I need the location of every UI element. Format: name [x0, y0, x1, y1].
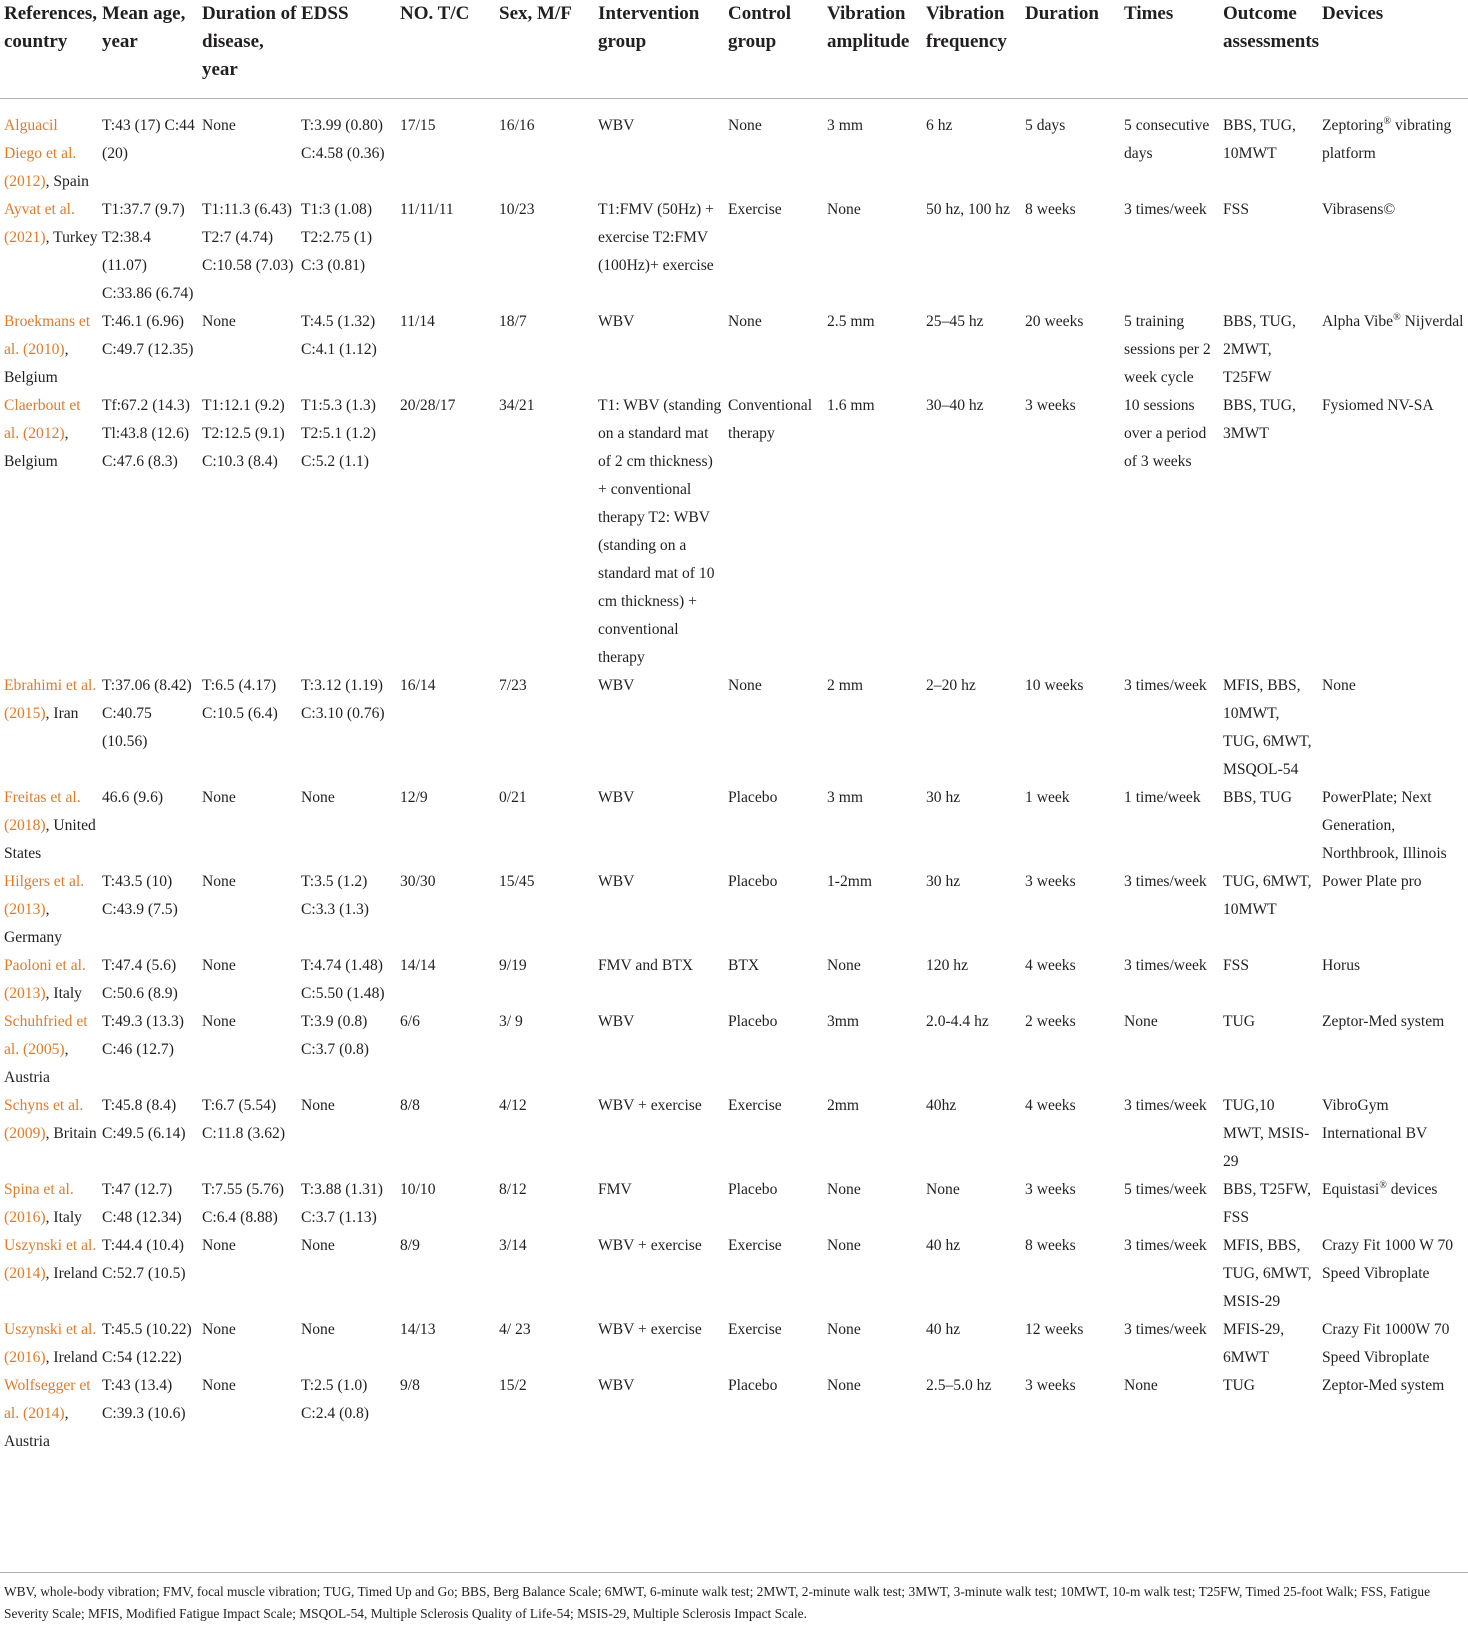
cell-age: T:44.4 (10.4) C:52.7 (10.5) — [102, 1237, 186, 1282]
cell-edss: None — [301, 789, 335, 806]
cell-sex: 10/23 — [499, 201, 535, 218]
cell-reference — [0, 952, 98, 1008]
cell-outcome: BBS, TUG, 3MWT — [1223, 397, 1296, 442]
reference-link[interactable]: Alguacil Diego et al. (2012) — [4, 117, 77, 190]
cell-times: 3 times/week — [1124, 1097, 1207, 1114]
cell-amplitude: 3 mm — [827, 789, 863, 806]
cell-disease: None — [202, 1013, 236, 1030]
cell-outcome: FSS — [1223, 957, 1250, 974]
reference-country: , Austria — [4, 1405, 69, 1450]
col-header-control: Control group — [724, 0, 823, 99]
cell-frequency: 6 hz — [926, 117, 953, 134]
cell-frequency: None — [926, 1181, 960, 1198]
cell-devices: PowerPlate; Next Generation, Northbrook, Illinois — [1322, 789, 1447, 862]
cell-control: Conventional therapy — [728, 397, 813, 442]
cell-duration: 8 weeks — [1025, 1237, 1076, 1254]
cell-outcome: MFIS, BBS, 10MWT, TUG, 6MWT, MSQOL-54 — [1223, 677, 1312, 778]
cell-disease: T:6.7 (5.54) C:11.8 (3.62) — [202, 1097, 286, 1142]
cell-reference — [0, 1372, 98, 1456]
table-row — [0, 868, 1468, 952]
cell-outcome: FSS — [1223, 201, 1250, 218]
cell-age: T:47.4 (5.6) C:50.6 (8.9) — [102, 957, 178, 1002]
cell-frequency: 2.5–5.0 hz — [926, 1377, 992, 1394]
cell-amplitude: None — [827, 1377, 861, 1394]
cell-amplitude: None — [827, 201, 861, 218]
reference-country: , Austria — [4, 1041, 69, 1086]
reference-country: , Italy — [45, 1209, 82, 1226]
cell-age: 46.6 (9.6) — [102, 789, 164, 806]
reference-link[interactable]: Freitas et al. (2018) — [4, 789, 81, 834]
table-row — [0, 1232, 1468, 1316]
cell-control: None — [728, 313, 762, 330]
cell-amplitude: None — [827, 1237, 861, 1254]
reference-country: , Iran — [45, 705, 79, 722]
cell-edss: T:2.5 (1.0) C:2.4 (0.8) — [301, 1377, 370, 1422]
col-header-outcome: Outcome assessments — [1219, 0, 1318, 99]
cell-devices: Alpha Vibe® Nijverdal — [1322, 311, 1464, 330]
cell-no: 11/11/11 — [400, 201, 454, 218]
cell-edss: T:4.5 (1.32) C:4.1 (1.12) — [301, 313, 377, 358]
cell-frequency: 30–40 hz — [926, 397, 984, 414]
cell-control: Exercise — [728, 1321, 782, 1338]
cell-sex: 34/21 — [499, 397, 535, 414]
cell-outcome: BBS, T25FW, FSS — [1223, 1181, 1311, 1226]
reference-link[interactable]: Uszynski et al. (2014) — [4, 1237, 97, 1282]
cell-age: T:37.06 (8.42) C:40.75 (10.56) — [102, 677, 192, 750]
cell-no: 14/13 — [400, 1321, 436, 1338]
cell-reference — [0, 99, 98, 197]
cell-age: T:45.8 (8.4) C:49.5 (6.14) — [102, 1097, 186, 1142]
cell-no: 8/9 — [400, 1237, 420, 1254]
cell-age: T:45.5 (10.22) C:54 (12.22) — [102, 1321, 192, 1366]
reference-country: , Turkey — [45, 229, 98, 246]
cell-edss: T:3.9 (0.8) C:3.7 (0.8) — [301, 1013, 370, 1058]
reference-country: , Italy — [45, 985, 82, 1002]
cell-times: 10 sessions over a period of 3 weeks — [1124, 397, 1207, 470]
col-header-edss: EDSS — [297, 0, 396, 99]
col-header-mean-age: Mean age, year — [98, 0, 198, 99]
col-header-amplitude: Vibration amplitude — [823, 0, 922, 99]
cell-duration: 1 week — [1025, 789, 1070, 806]
cell-duration: 12 weeks — [1025, 1321, 1084, 1338]
cell-devices: Power Plate pro — [1322, 873, 1422, 890]
cell-age: T:49.3 (13.3) C:46 (12.7) — [102, 1013, 184, 1058]
cell-no: 6/6 — [400, 1013, 420, 1030]
reference-link[interactable]: Spina et al. (2016) — [4, 1181, 74, 1226]
cell-reference — [0, 868, 98, 952]
table-row — [0, 1316, 1468, 1372]
cell-age: T:43.5 (10) C:43.9 (7.5) — [102, 873, 178, 918]
cell-frequency: 40 hz — [926, 1237, 961, 1254]
cell-duration: 10 weeks — [1025, 677, 1084, 694]
cell-edss: T:3.99 (0.80) C:4.58 (0.36) — [301, 117, 385, 162]
cell-age: Tf:67.2 (14.3) Tl:43.8 (12.6) C:47.6 (8.3) — [102, 397, 190, 470]
cell-times: 3 times/week — [1124, 1237, 1207, 1254]
cell-disease: None — [202, 1237, 236, 1254]
cell-amplitude: 3 mm — [827, 117, 863, 134]
cell-amplitude: 1-2mm — [827, 873, 873, 890]
cell-reference — [0, 196, 98, 308]
cell-amplitude: 2mm — [827, 1097, 860, 1114]
cell-outcome: TUG — [1223, 1377, 1256, 1394]
cell-times: 3 times/week — [1124, 873, 1207, 890]
cell-frequency: 50 hz, 100 hz — [926, 201, 1011, 218]
cell-intervention: WBV + exercise — [598, 1237, 702, 1254]
cell-disease: T1:11.3 (6.43) T2:7 (4.74) C:10.58 (7.03) — [202, 201, 294, 274]
cell-disease: None — [202, 1321, 236, 1338]
cell-age: T:43 (17) C:44 (20) — [102, 117, 195, 162]
cell-disease: None — [202, 117, 236, 134]
cell-reference — [0, 672, 98, 784]
cell-frequency: 30 hz — [926, 789, 961, 806]
cell-intervention: WBV — [598, 789, 635, 806]
cell-no: 10/10 — [400, 1181, 436, 1198]
cell-frequency: 25–45 hz — [926, 313, 984, 330]
cell-devices: Horus — [1322, 957, 1361, 974]
col-header-references: References, country — [0, 0, 98, 99]
cell-amplitude: 2 mm — [827, 677, 863, 694]
cell-control: Placebo — [728, 873, 778, 890]
cell-intervention: WBV — [598, 313, 635, 330]
cell-disease: None — [202, 957, 236, 974]
col-header-frequency: Vibration frequency — [922, 0, 1021, 99]
table-row — [0, 672, 1468, 784]
reference-link[interactable]: Wolfsegger et al. (2014) — [4, 1377, 91, 1422]
cell-no: 30/30 — [400, 873, 436, 890]
cell-outcome: BBS, TUG — [1223, 789, 1293, 806]
cell-control: Placebo — [728, 1377, 778, 1394]
cell-intervention: WBV — [598, 873, 635, 890]
cell-disease: T:7.55 (5.76) C:6.4 (8.88) — [202, 1181, 284, 1226]
cell-times: 3 times/week — [1124, 1321, 1207, 1338]
cell-disease: T1:12.1 (9.2) T2:12.5 (9.1) C:10.3 (8.4) — [202, 397, 285, 470]
cell-control: Placebo — [728, 1181, 778, 1198]
cell-devices: Zeptoring® vibrating platform — [1322, 115, 1452, 162]
cell-duration: 3 weeks — [1025, 1377, 1076, 1394]
cell-disease: None — [202, 873, 236, 890]
cell-amplitude: 2.5 mm — [827, 313, 875, 330]
cell-edss: T1:5.3 (1.3) T2:5.1 (1.2) C:5.2 (1.1) — [301, 397, 376, 470]
cell-devices: None — [1322, 677, 1356, 694]
cell-duration: 4 weeks — [1025, 957, 1076, 974]
reference-link[interactable]: Claerbout et al. (2012) — [4, 397, 81, 442]
cell-sex: 7/23 — [499, 677, 527, 694]
reference-link[interactable]: Paoloni et al. (2013) — [4, 957, 86, 1002]
cell-outcome: BBS, TUG, 10MWT — [1223, 117, 1296, 162]
cell-control: BTX — [728, 957, 760, 974]
cell-control: Exercise — [728, 201, 782, 218]
reference-country: , Britain — [45, 1125, 97, 1142]
cell-disease: T:6.5 (4.17) C:10.5 (6.4) — [202, 677, 278, 722]
col-header-intervention: Intervention group — [594, 0, 724, 99]
reference-link[interactable]: Ayvat et al. (2021) — [4, 201, 75, 246]
cell-no: 16/14 — [400, 677, 436, 694]
cell-duration: 5 days — [1025, 117, 1066, 134]
cell-reference — [0, 1232, 98, 1316]
cell-reference — [0, 784, 98, 868]
cell-age: T:46.1 (6.96) C:49.7 (12.35) — [102, 313, 194, 358]
table-row — [0, 784, 1468, 868]
col-header-duration: Duration — [1021, 0, 1120, 99]
table-row — [0, 196, 1468, 308]
reference-link[interactable]: Hilgers et al. (2013) — [4, 873, 85, 918]
cell-reference — [0, 1176, 98, 1232]
table-row — [0, 99, 1468, 197]
cell-times: 3 times/week — [1124, 201, 1207, 218]
cell-intervention: T1:FMV (50Hz) + exercise T2:FMV (100Hz)+ exercise — [598, 201, 714, 274]
cell-amplitude: 1.6 mm — [827, 397, 875, 414]
cell-sex: 18/7 — [499, 313, 527, 330]
col-header-sex: Sex, M/F — [495, 0, 594, 99]
cell-outcome: MFIS-29, 6MWT — [1223, 1321, 1285, 1366]
reference-country: , United States — [4, 817, 96, 862]
table-footnote: WBV, whole-body vibration; FMV, focal muscle vibration; TUG, Timed Up and Go; BBS, Berg Balance Scale; 6MWT, 6-minute walk test; 2MWT, 2-minute walk test; 3MWT, 3-minute walk test; 10MWT, 10-m walk test; T25FW, Timed 25-foot Walk; FSS, Fatigue Severity Scale; MFIS, Modified Fatigue Impact Scale; MSQOL-54, Multiple Sclerosis Quality of Life-54; MSIS-29, Multiple Sclerosis Impact Scale. — [0, 1572, 1468, 1625]
cell-frequency: 120 hz — [926, 957, 969, 974]
cell-outcome: TUG,10 MWT, MSIS-29 — [1223, 1097, 1310, 1170]
cell-control: None — [728, 117, 762, 134]
reference-link[interactable]: Uszynski et al. (2016) — [4, 1321, 97, 1366]
cell-amplitude: None — [827, 957, 861, 974]
cell-devices: Crazy Fit 1000W 70 Speed Vibroplate — [1322, 1321, 1450, 1366]
cell-intervention: WBV — [598, 677, 635, 694]
cell-sex: 8/12 — [499, 1181, 527, 1198]
cell-times: 3 times/week — [1124, 677, 1207, 694]
cell-disease: None — [202, 789, 236, 806]
cell-amplitude: None — [827, 1181, 861, 1198]
cell-edss: T:3.5 (1.2) C:3.3 (1.3) — [301, 873, 370, 918]
cell-sex: 3/14 — [499, 1237, 527, 1254]
cell-devices: Crazy Fit 1000 W 70 Speed Vibroplate — [1322, 1237, 1454, 1282]
cell-age: T1:37.7 (9.7) T2:38.4 (11.07) C:33.86 (6.74) — [102, 201, 194, 302]
cell-no: 20/28/17 — [400, 397, 456, 414]
cell-devices: VibroGym International BV — [1322, 1097, 1428, 1142]
cell-sex: 3/ 9 — [499, 1013, 523, 1030]
cell-times: 5 consecutive days — [1124, 117, 1210, 162]
cell-disease: None — [202, 1377, 236, 1394]
cell-edss: T:4.74 (1.48) C:5.50 (1.48) — [301, 957, 385, 1002]
table-body — [0, 99, 1468, 1457]
reference-link[interactable]: Schyns et al. (2009) — [4, 1097, 84, 1142]
cell-times: None — [1124, 1013, 1158, 1030]
cell-sex: 15/45 — [499, 873, 535, 890]
col-header-no-tc: NO. T/C — [396, 0, 495, 99]
cell-devices: Zeptor-Med system — [1322, 1377, 1445, 1394]
cell-duration: 20 weeks — [1025, 313, 1084, 330]
cell-intervention: FMV — [598, 1181, 632, 1198]
cell-no: 14/14 — [400, 957, 436, 974]
cell-reference — [0, 1316, 98, 1372]
cell-outcome: MFIS, BBS, TUG, 6MWT, MSIS-29 — [1223, 1237, 1312, 1310]
cell-amplitude: None — [827, 1321, 861, 1338]
cell-control: Placebo — [728, 1013, 778, 1030]
col-header-devices: Devices — [1318, 0, 1468, 99]
table-row — [0, 1372, 1468, 1456]
cell-reference — [0, 392, 98, 672]
cell-frequency: 40 hz — [926, 1321, 961, 1338]
cell-sex: 0/21 — [499, 789, 527, 806]
cell-duration: 3 weeks — [1025, 1181, 1076, 1198]
cell-times: None — [1124, 1377, 1158, 1394]
col-header-duration-disease: Duration of disease, year — [198, 0, 297, 99]
cell-control: Exercise — [728, 1097, 782, 1114]
cell-outcome: TUG — [1223, 1013, 1256, 1030]
table-row — [0, 308, 1468, 392]
cell-times: 5 times/week — [1124, 1181, 1207, 1198]
cell-edss: T:3.12 (1.19) C:3.10 (0.76) — [301, 677, 385, 722]
cell-sex: 15/2 — [499, 1377, 527, 1394]
reference-country: , Belgium — [4, 425, 69, 470]
table-row — [0, 1008, 1468, 1092]
cell-frequency: 40hz — [926, 1097, 957, 1114]
cell-duration: 2 weeks — [1025, 1013, 1076, 1030]
cell-sex: 4/ 23 — [499, 1321, 531, 1338]
cell-no: 11/14 — [400, 313, 435, 330]
table-row — [0, 1092, 1468, 1176]
cell-intervention: WBV — [598, 1377, 635, 1394]
cell-control: Placebo — [728, 789, 778, 806]
cell-intervention: WBV + exercise — [598, 1321, 702, 1338]
cell-frequency: 2–20 hz — [926, 677, 976, 694]
cell-devices: Equistasi® devices — [1322, 1179, 1438, 1198]
cell-edss: T:3.88 (1.31) C:3.7 (1.13) — [301, 1181, 383, 1226]
reference-country: , Ireland — [45, 1265, 98, 1282]
cell-devices: Fysiomed NV-SA — [1322, 397, 1434, 414]
cell-outcome: TUG, 6MWT, 10MWT — [1223, 873, 1312, 918]
cell-sex: 16/16 — [499, 117, 535, 134]
cell-control: None — [728, 677, 762, 694]
reference-country: , Ireland — [45, 1349, 98, 1366]
cell-frequency: 30 hz — [926, 873, 961, 890]
cell-duration: 3 weeks — [1025, 873, 1076, 890]
cell-outcome: BBS, TUG, 2MWT, T25FW — [1223, 313, 1296, 386]
cell-control: Exercise — [728, 1237, 782, 1254]
cell-sex: 4/12 — [499, 1097, 527, 1114]
cell-times: 3 times/week — [1124, 957, 1207, 974]
reference-country: , Spain — [45, 173, 89, 190]
cell-times: 1 time/week — [1124, 789, 1201, 806]
cell-times: 5 training sessions per 2 week cycle — [1124, 313, 1211, 386]
cell-amplitude: 3mm — [827, 1013, 860, 1030]
cell-devices: Zeptor-Med system — [1322, 1013, 1445, 1030]
cell-edss: None — [301, 1321, 335, 1338]
cell-reference — [0, 1008, 98, 1092]
cell-no: 17/15 — [400, 117, 436, 134]
cell-reference — [0, 308, 98, 392]
header-row — [0, 0, 1468, 99]
cell-frequency: 2.0-4.4 hz — [926, 1013, 989, 1030]
table-row — [0, 392, 1468, 672]
cell-intervention: WBV — [598, 1013, 635, 1030]
cell-no: 8/8 — [400, 1097, 420, 1114]
reference-link[interactable]: Ebrahimi et al. (2015) — [4, 677, 97, 722]
cell-age: T:47 (12.7) C:48 (12.34) — [102, 1181, 182, 1226]
cell-duration: 8 weeks — [1025, 201, 1076, 218]
cell-no: 12/9 — [400, 789, 428, 806]
cell-devices: Vibrasens© — [1322, 201, 1396, 218]
reference-country: , Germany — [4, 901, 63, 946]
cell-reference — [0, 1092, 98, 1176]
cell-intervention: WBV + exercise — [598, 1097, 702, 1114]
cell-duration: 4 weeks — [1025, 1097, 1076, 1114]
col-header-times: Times — [1120, 0, 1219, 99]
cell-intervention: T1: WBV (standing on a standard mat of 2 cm thickness) + conventional therapy T2: WBV (standing on a standard mat of 10 cm thickness) + conventional therapy — [598, 397, 722, 666]
cell-edss: None — [301, 1237, 335, 1254]
cell-duration: 3 weeks — [1025, 397, 1076, 414]
cell-disease: None — [202, 313, 236, 330]
reference-link[interactable]: Schuhfried et al. (2005) — [4, 1013, 88, 1058]
cell-sex: 9/19 — [499, 957, 527, 974]
cell-no: 9/8 — [400, 1377, 420, 1394]
cell-age: T:43 (13.4) C:39.3 (10.6) — [102, 1377, 186, 1422]
cell-edss: T1:3 (1.08) T2:2.75 (1) C:3 (0.81) — [301, 201, 373, 274]
reference-country: , Belgium — [4, 341, 69, 386]
table-row — [0, 952, 1468, 1008]
reference-link[interactable]: Broekmans et al. (2010) — [4, 313, 91, 358]
cell-intervention: WBV — [598, 117, 635, 134]
cell-intervention: FMV and BTX — [598, 957, 694, 974]
cell-edss: None — [301, 1097, 335, 1114]
table-row — [0, 1176, 1468, 1232]
